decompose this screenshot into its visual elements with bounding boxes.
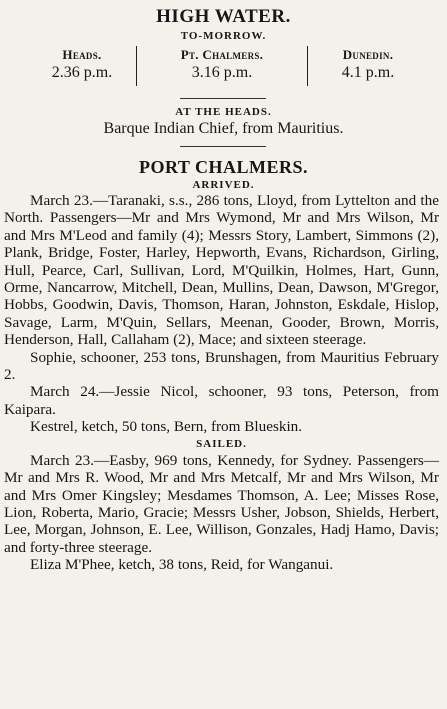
tide-time: 2.36 p.m.: [51, 64, 113, 81]
arrival-entry: Sophie, schooner, 253 tons, Brunshagen, from Mauritius February 2.: [4, 348, 439, 384]
tide-place: Heads.: [62, 47, 102, 62]
arrival-entry: March 24.—Jessie Nicol, schooner, 93 tons, Peterson, from Kaipara.: [4, 383, 439, 418]
arrival-entry: Kestrel, ketch, 50 tons, Bern, from Blueskin.: [30, 418, 303, 436]
shipping-entries: [4, 192, 439, 574]
sailing-entry: March 23.—Easby, 969 tons, Kennedy, for Sydney. Passengers—Mr and Mrs R. Wood, Mr and Mrs Metcalf, Mr and Mrs Wilson, Mr and Mrs Omer Kingsley; Mesdames Thomson, A. Lee; Misses Rose, Lion, Roberta, Mario, Gracie; Messrs Usher, Jobson, Shields, Herbert, Lee, Morgan, Johnson, E. Lee, Willison, Gonzales, Hadj Hamo, Davis; and forty-three steerage.: [4, 451, 439, 556]
arrived-label: ARRIVED.: [192, 179, 255, 191]
tide-place: Pt. Chalmers.: [180, 47, 264, 62]
section-label-heads: AT THE HEADS.: [175, 106, 272, 118]
tide-time: 4.1 p.m.: [341, 64, 395, 81]
sailing-entry: Eliza M'Phee, ketch, 38 tons, Reid, for Wanganui.: [30, 556, 334, 574]
tide-port-chalmers: [136, 46, 308, 86]
page-subtitle: TO-MORROW.: [180, 30, 267, 42]
section-title-port-chalmers: PORT CHALMERS.: [138, 157, 309, 177]
tide-table: [28, 46, 437, 86]
divider: [180, 146, 266, 147]
arrival-entry: March 23.—Taranaki, s.s., 286 tons, Lloyd, from Lyttelton and the North. Passengers—Mr and Mrs Wymond, Mr and Mrs Wilson, Mr and Mrs M'Leod and family (4); Messrs Story, Lambert, Simmons (2), Plank, Bridge, Foster, Harley, Hepworth, Evans, Richardson, Girling, Hull, Pearce, Carl, Sullivan, Lord, M'Quilkin, Holmes, Hart, Gunn, Orme, Nancarrow, Mitchell, Dean, Mullins, Dean, Dawson, M'Gregor, Hobbs, Goodwin, Davis, Thomson, Haran, Johnston, Eskdale, Hislop, Savage, Larm, M'Quin, Sellars, Meenan, Gooder, Brown, Morris, Henderson, Hall, Callaham (2), Mace; and sixteen steerage.: [4, 192, 439, 349]
page-title: HIGH WATER.: [156, 6, 291, 27]
divider: [180, 98, 266, 99]
sailed-label: SAILED.: [196, 437, 247, 450]
tide-dunedin: [308, 46, 428, 86]
tide-place: Dunedin.: [342, 47, 394, 62]
tide-time: 3.16 p.m.: [191, 64, 253, 81]
tide-heads: [28, 46, 136, 86]
heads-entry: Barque Indian Chief, from Mauritius.: [103, 120, 344, 137]
